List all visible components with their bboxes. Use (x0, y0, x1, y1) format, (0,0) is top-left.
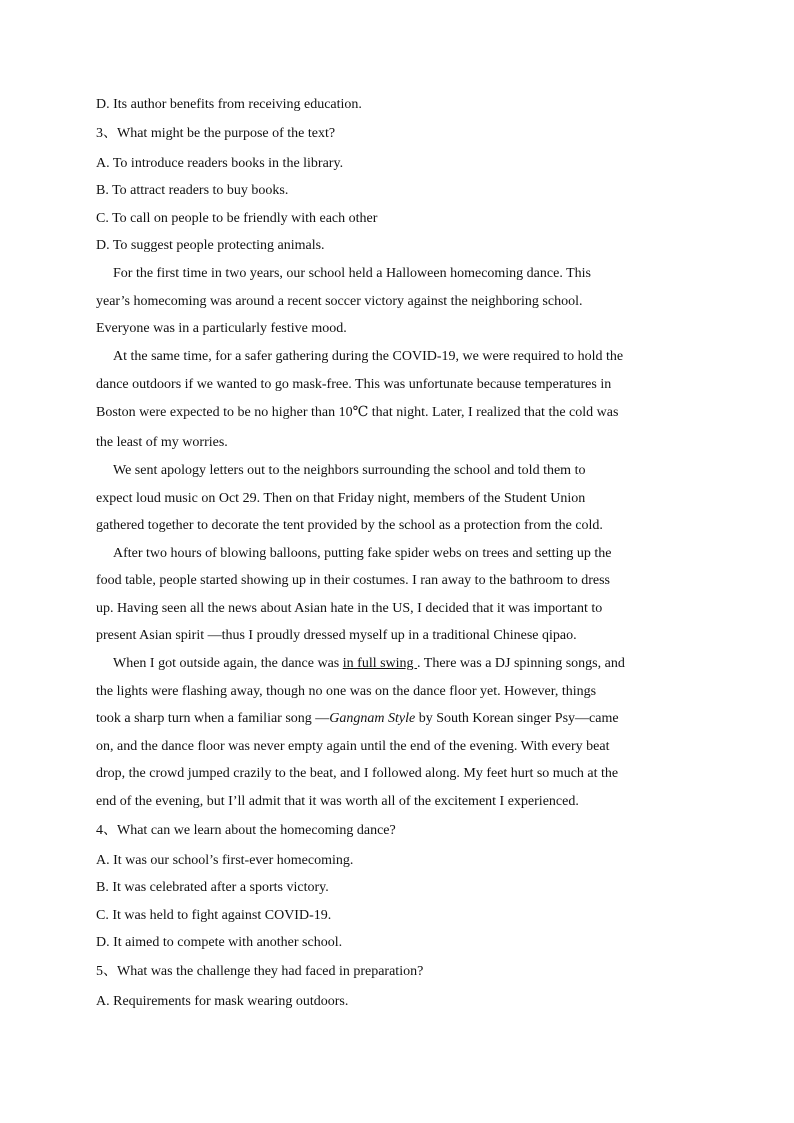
q4-option-c: C. It was held to fight against COVID-19. (96, 908, 332, 923)
passage-p2-line2: dance outdoors if we wanted to go mask-free. This was unfortunate because temperatures in (96, 377, 612, 392)
passage-p3-line2: expect loud music on Oct 29. Then on that Friday night, members of the Student Union (96, 491, 586, 506)
q3-option-c: C. To call on people to be friendly with each other (96, 211, 378, 226)
passage-p5-line6: end of the evening, but I’ll admit that it was worth all of the excitement I experienced. (96, 794, 579, 809)
passage-p2-line3: Boston were expected to be no higher than 10℃ that night. Later, I realized that the cold was (96, 405, 619, 420)
q5-option-a: A. Requirements for mask wearing outdoors. (96, 994, 349, 1009)
q2-option-d: D. Its author benefits from receiving education. (96, 97, 362, 112)
passage-p5-line2: the lights were flashing away, though no one was on the dance floor yet. However, things (96, 684, 597, 699)
q3-question: 3、What might be the purpose of the text? (96, 126, 336, 141)
passage-p5-line3 (96, 709, 619, 729)
passage-p4-line1: After two hours of blowing balloons, putting fake spider webs on trees and setting up the (113, 546, 612, 561)
passage-p3-line3: gathered together to decorate the tent provided by the school as a protection from the cold. (96, 518, 603, 533)
underlined-phrase: in full swing (342, 656, 418, 671)
q3-option-d: D. To suggest people protecting animals. (96, 238, 325, 253)
q4-option-d: D. It aimed to compete with another school. (96, 935, 343, 950)
q4-question: 4、What can we learn about the homecoming dance? (96, 823, 396, 838)
passage-p4-line2: food table, people started showing up in their costumes. I ran away to the bathroom to dress (96, 573, 610, 588)
q4-option-a: A. It was our school’s first-ever homecoming. (96, 853, 354, 868)
passage-p5-line1 (113, 654, 625, 674)
q4-option-b: B. It was celebrated after a sports victory. (96, 880, 329, 895)
q3-option-a: A. To introduce readers books in the library. (96, 156, 344, 171)
passage-p3-line1: We sent apology letters out to the neighbors surrounding the school and told them to (113, 463, 586, 478)
passage-p1-line1: For the first time in two years, our school held a Halloween homecoming dance. This (113, 266, 591, 281)
passage-p2-line1: At the same time, for a safer gathering during the COVID-19, we were required to hold the (113, 349, 624, 364)
p5-line3-before: took a sharp turn when a familiar song — (96, 711, 330, 726)
q3-option-b: B. To attract readers to buy books. (96, 183, 289, 198)
passage-p4-line3: up. Having seen all the news about Asian hate in the US, I decided that it was important to (96, 601, 603, 616)
passage-p5-line5: drop, the crowd jumped crazily to the beat, and I followed along. My feet hurt so much at the (96, 766, 619, 781)
q5-question: 5、What was the challenge they had faced in preparation? (96, 964, 424, 979)
passage-p4-line4: present Asian spirit —thus I proudly dressed myself up in a traditional Chinese qipao. (96, 628, 577, 643)
song-title: Gangnam Style (329, 711, 416, 726)
p5-line1-before: When I got outside again, the dance was (113, 656, 343, 671)
passage-p5-line4: on, and the dance floor was never empty again until the end of the evening. With every beat (96, 739, 610, 754)
p5-line1-after: . There was a DJ spinning songs, and (417, 656, 625, 671)
passage-p1-line3: Everyone was in a particularly festive mood. (96, 321, 347, 336)
passage-p2-line4: the least of my worries. (96, 435, 228, 450)
p5-line3-after: by South Korean singer Psy—came (415, 711, 619, 726)
passage-p1-line2: year’s homecoming was around a recent soccer victory against the neighboring school. (96, 294, 583, 309)
